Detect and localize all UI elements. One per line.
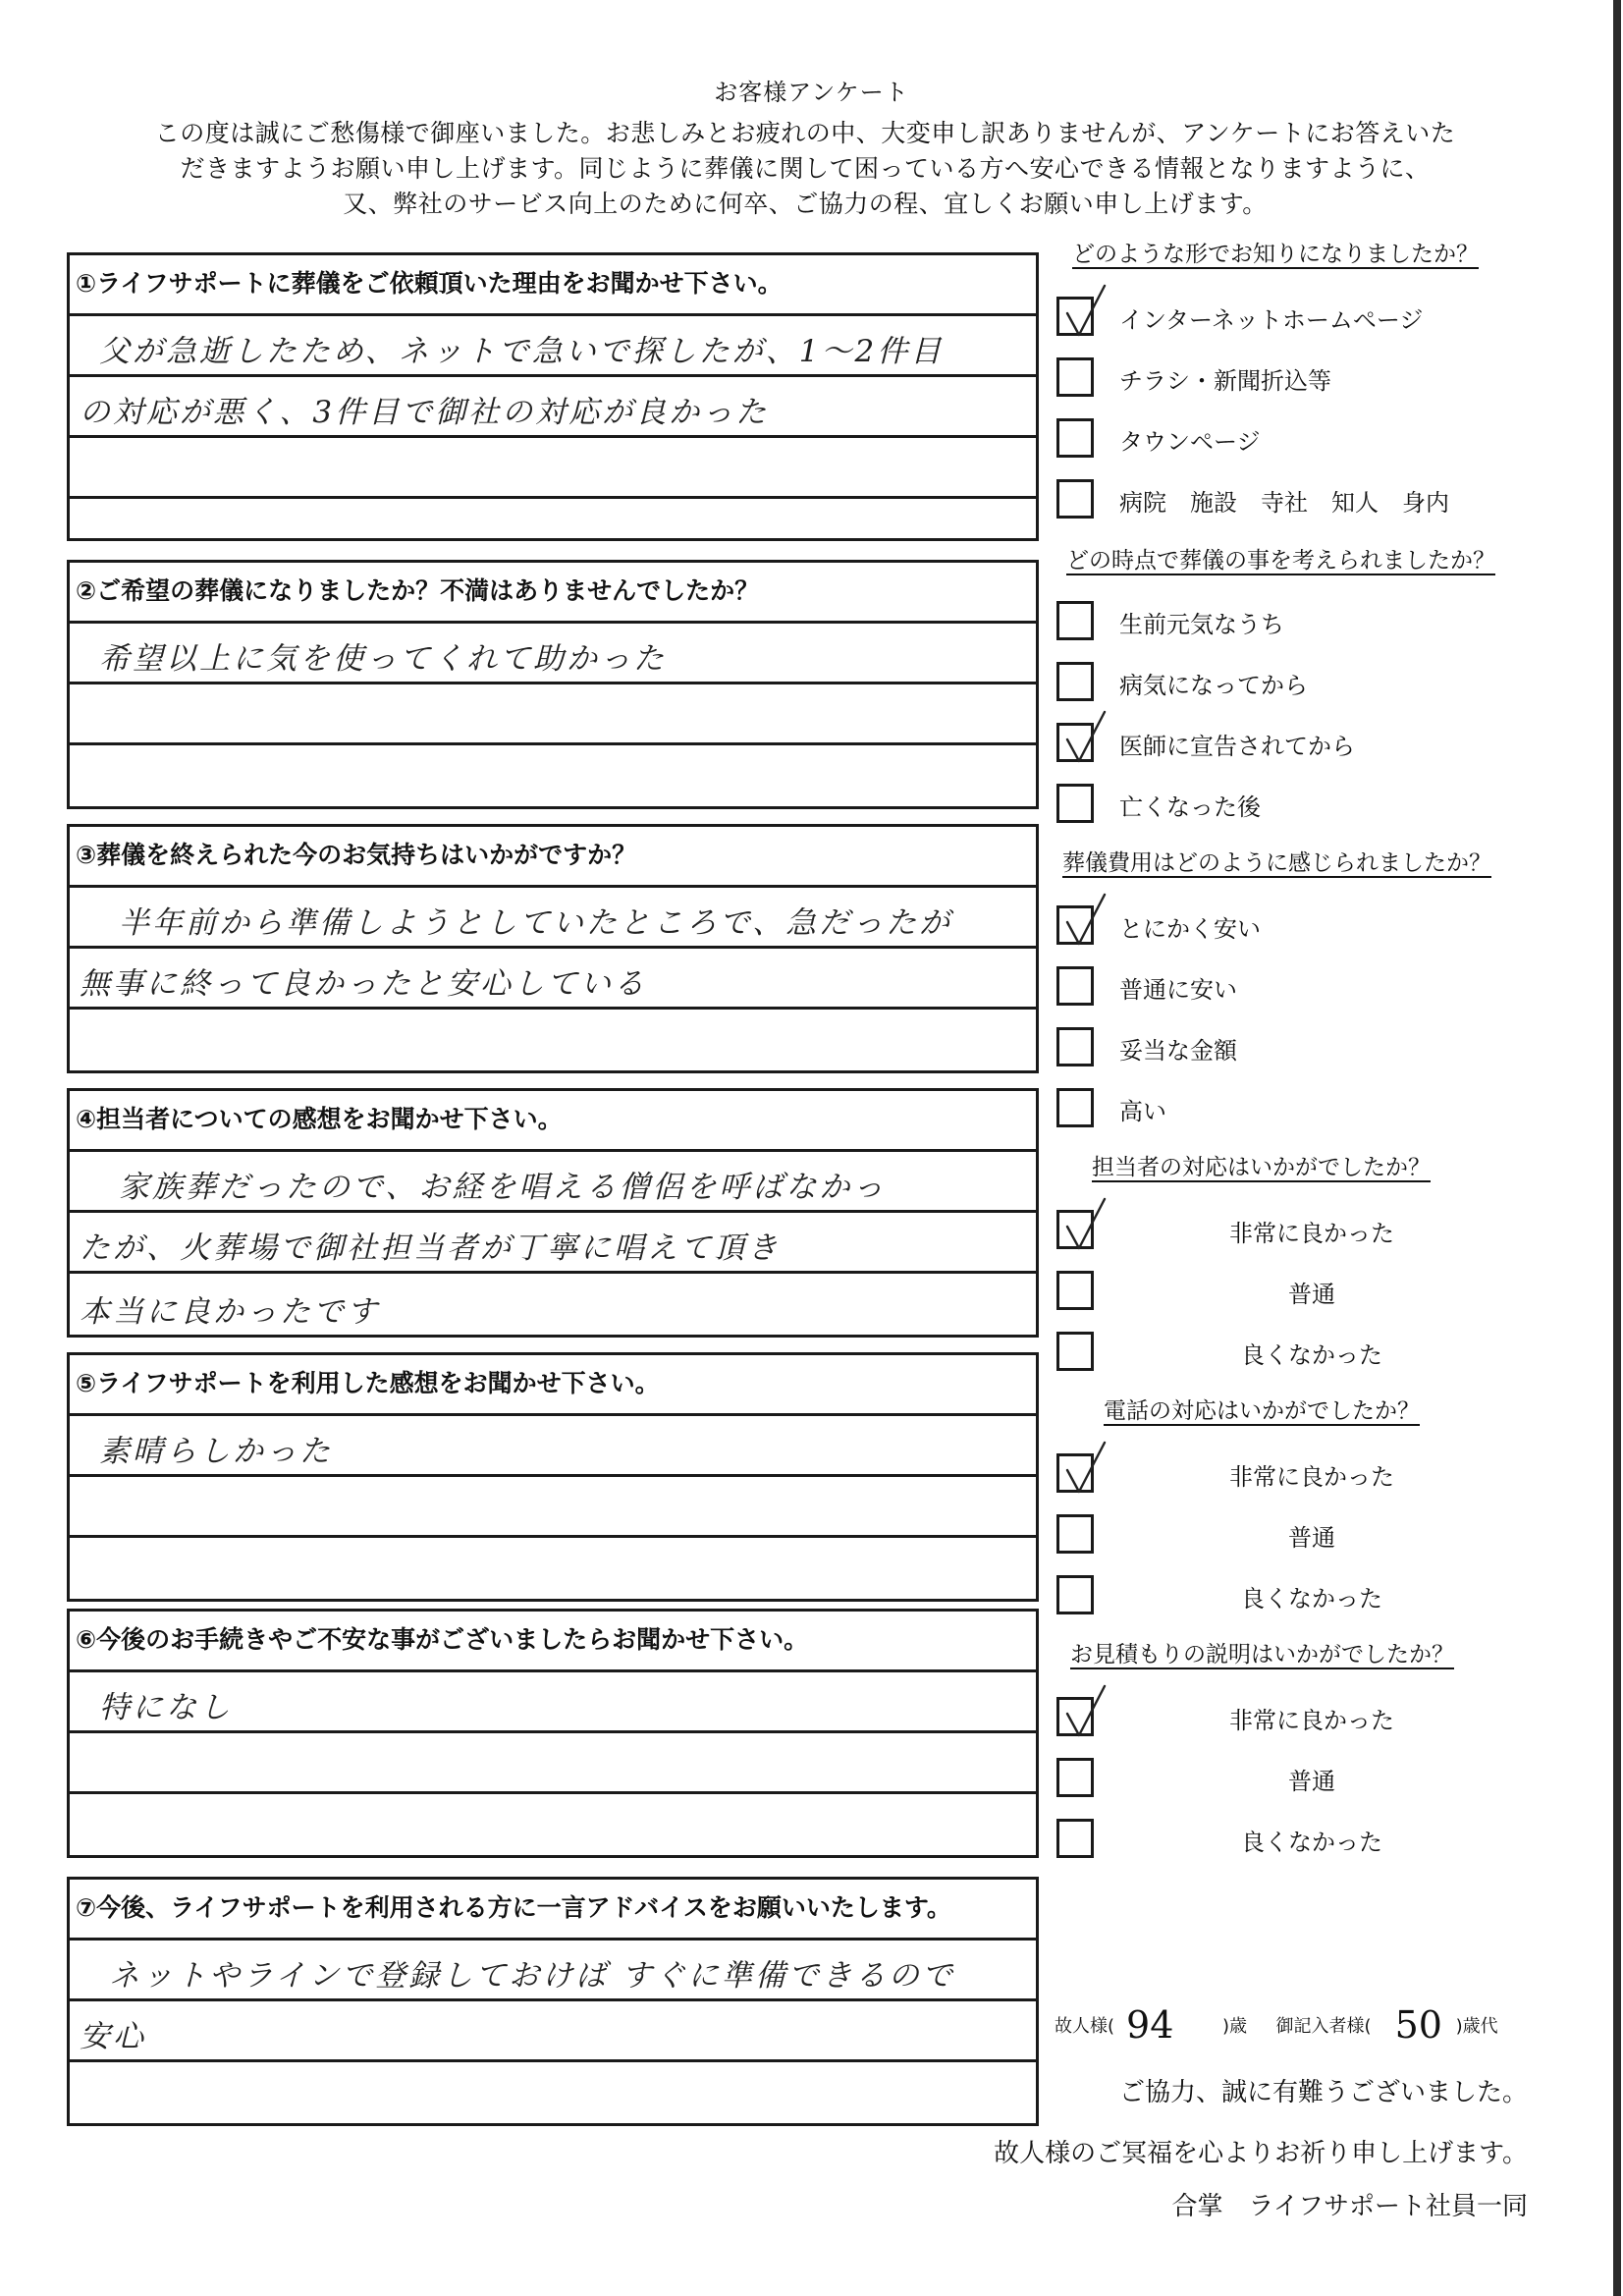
- checkbox-section-title: どの時点で葬儀の事を考えられましたか？: [1066, 548, 1495, 574]
- checkbox-option[interactable]: [1056, 723, 1567, 762]
- age-fields: [1055, 2003, 1498, 2047]
- handwritten-answer: 素晴らしかった: [99, 1434, 333, 1469]
- answer-line[interactable]: [70, 1672, 1036, 1733]
- answer-line[interactable]: [70, 949, 1036, 1010]
- handwritten-answer: 希望以上に気を使ってくれて助かった: [99, 641, 667, 677]
- signature-text: 合掌 ライフサポート社員一同: [1171, 2192, 1528, 2221]
- checkbox-section-title: 担当者の対応はいかがでしたか？: [1092, 1155, 1431, 1180]
- question-heading: ⑦今後、ライフサポートを利用される方に一言アドバイスをお願いいたします。: [70, 1880, 1036, 1941]
- checkbox-option-label: 医師に宣告されてから: [1119, 733, 1355, 760]
- question-heading: ②ご希望の葬儀になりましたか？不満はありませんでしたか？: [70, 563, 1036, 624]
- checkbox[interactable]: [1056, 479, 1094, 519]
- deceased-age-unit: )歳: [1222, 2016, 1248, 2037]
- checkbox[interactable]: [1056, 966, 1094, 1006]
- checkbox[interactable]: [1056, 1088, 1094, 1127]
- checkbox-option[interactable]: [1056, 662, 1567, 701]
- question-heading: ⑤ライフサポートを利用した感想をお聞かせ下さい。: [70, 1355, 1036, 1416]
- checkbox-option[interactable]: [1056, 1271, 1567, 1310]
- answer-line[interactable]: [70, 745, 1036, 806]
- question-box-5: [67, 1352, 1039, 1602]
- thanks-text: ご協力、誠に有難うございました。: [1118, 2078, 1528, 2107]
- checkbox-option-label: 非常に良かった: [1229, 1707, 1394, 1734]
- checkbox-checked[interactable]: [1056, 297, 1094, 336]
- form-intro: [79, 116, 1532, 222]
- checkbox[interactable]: [1056, 418, 1094, 458]
- checkbox[interactable]: [1056, 357, 1094, 397]
- question-heading: ①ライフサポートに葬儀をご依頼頂いた理由をお聞かせ下さい。: [70, 255, 1036, 316]
- answer-line[interactable]: [70, 2062, 1036, 2123]
- checkbox-option-label: 非常に良かった: [1229, 1220, 1394, 1247]
- checkbox-option[interactable]: [1056, 1819, 1567, 1858]
- checkbox-checked[interactable]: [1056, 723, 1094, 762]
- deceased-age-label: 故人様(: [1055, 2016, 1115, 2037]
- checkbox-option-label: インターネットホームページ: [1119, 306, 1424, 334]
- question-box-3: [67, 824, 1039, 1073]
- checkbox-option[interactable]: [1056, 1514, 1567, 1554]
- answer-line[interactable]: [70, 1733, 1036, 1794]
- intro-line: この度は誠にご愁傷様で御座いました。お悲しみとお疲れの中、大変申し訳ありませんが、アンケートにお答えいた: [154, 119, 1456, 147]
- handwritten-check-icon: [1063, 1441, 1109, 1502]
- handwritten-answer: 安心: [80, 2019, 146, 2054]
- answer-line[interactable]: [70, 1152, 1036, 1213]
- checkbox-section-title: 葬儀費用はどのように感じられましたか？: [1062, 850, 1491, 876]
- writer-age-value[interactable]: 50: [1394, 2003, 1442, 2047]
- answer-line[interactable]: [70, 1010, 1036, 1070]
- checkbox-option[interactable]: [1056, 297, 1567, 336]
- scan-edge-shadow: [1613, 0, 1621, 2296]
- checkbox-option[interactable]: [1056, 357, 1567, 397]
- checkbox-option-label: 病気になってから: [1119, 672, 1308, 699]
- checkbox-option[interactable]: [1056, 784, 1567, 823]
- answer-line[interactable]: [70, 499, 1036, 538]
- checkbox-checked[interactable]: [1056, 1697, 1094, 1736]
- handwritten-check-icon: [1063, 1197, 1109, 1258]
- answer-line[interactable]: [70, 438, 1036, 499]
- handwritten-check-icon: [1063, 1684, 1109, 1745]
- checkbox[interactable]: [1056, 784, 1094, 823]
- checkbox-option-label: 高い: [1119, 1098, 1166, 1125]
- checkbox-checked[interactable]: [1056, 1210, 1094, 1249]
- question-box-7: [67, 1877, 1039, 2126]
- question-heading: ③葬儀を終えられた今のお気持ちはいかがですか？: [70, 827, 1036, 888]
- checkbox-option-label: 普通: [1288, 1768, 1335, 1795]
- checkbox-option-label: 普通: [1288, 1524, 1335, 1552]
- checkbox-option[interactable]: [1056, 966, 1567, 1006]
- checkbox-section-title: どのような形でお知りになりましたか？: [1072, 242, 1479, 267]
- checkbox[interactable]: [1056, 1758, 1094, 1797]
- checkbox-checked[interactable]: [1056, 905, 1094, 945]
- question-box-2: [67, 560, 1039, 809]
- question-box-4: [67, 1088, 1039, 1338]
- checkbox-option[interactable]: [1056, 1210, 1567, 1249]
- checkbox[interactable]: [1056, 1271, 1094, 1310]
- answer-line[interactable]: [70, 316, 1036, 377]
- writer-age-label: 御記入者様(: [1275, 2016, 1372, 2037]
- checkbox-option-label: 普通に安い: [1119, 976, 1237, 1004]
- question-heading: ⑥今後のお手続きやご不安な事がございましたらお聞かせ下さい。: [70, 1612, 1036, 1672]
- answer-line[interactable]: [70, 2001, 1036, 2062]
- checkbox-option[interactable]: [1056, 1088, 1567, 1127]
- checkbox-option[interactable]: [1056, 1697, 1567, 1736]
- handwritten-answer: 家族葬だったので、お経を唱える僧侶を呼ばなかっ: [119, 1170, 887, 1205]
- checkbox-option[interactable]: [1056, 1575, 1567, 1614]
- writer-age-unit: )歳代: [1455, 2016, 1498, 2037]
- answer-line[interactable]: [70, 684, 1036, 745]
- checkbox-option-label: チラシ・新聞折込等: [1119, 367, 1331, 395]
- checkbox[interactable]: [1056, 1332, 1094, 1371]
- checkbox-option-label: 良くなかった: [1241, 1829, 1382, 1856]
- checkbox-option[interactable]: [1056, 1758, 1567, 1797]
- checkbox-option[interactable]: [1056, 905, 1567, 945]
- handwritten-answer: たが、火葬場で御社担当者が丁寧に唱えて頂き: [80, 1230, 781, 1266]
- checkbox[interactable]: [1056, 662, 1094, 701]
- checkbox[interactable]: [1056, 1514, 1094, 1554]
- answer-line[interactable]: [70, 1538, 1036, 1599]
- checkbox-option[interactable]: [1056, 601, 1567, 640]
- checkbox-section-title: お見積もりの説明はいかがでしたか？: [1070, 1642, 1454, 1667]
- answer-line[interactable]: [70, 888, 1036, 949]
- checkbox-option-label: 良くなかった: [1241, 1585, 1382, 1613]
- form-title: お客様アンケート: [714, 79, 909, 106]
- handwritten-answer: 無事に終って良かったと安心している: [80, 966, 647, 1002]
- checkbox-checked[interactable]: [1056, 1453, 1094, 1493]
- checkbox-option-label: タウンページ: [1119, 428, 1261, 456]
- handwritten-answer: 半年前から準備しようとしていたところで、急だったが: [119, 905, 953, 941]
- handwritten-answer: の対応が悪く、3件目で御社の対応が良かった: [80, 395, 770, 430]
- handwritten-answer: 本当に良かったです: [80, 1294, 380, 1330]
- checkbox-option-label: とにかく安い: [1119, 915, 1261, 943]
- deceased-age-value[interactable]: 94: [1126, 2003, 1174, 2047]
- handwritten-check-icon: [1063, 710, 1109, 771]
- checkbox-option[interactable]: [1056, 1332, 1567, 1371]
- answer-line[interactable]: [70, 377, 1036, 438]
- handwritten-check-icon: [1063, 284, 1109, 345]
- checkbox-option[interactable]: [1056, 479, 1567, 519]
- answer-line[interactable]: [70, 1941, 1036, 2001]
- checkbox[interactable]: [1056, 1575, 1094, 1614]
- handwritten-check-icon: [1063, 893, 1109, 954]
- checkbox-option-label: 生前元気なうち: [1119, 611, 1284, 638]
- handwritten-answer: 父が急逝したため、ネットで急いで探したが、1～2件目: [99, 334, 945, 369]
- answer-line[interactable]: [70, 1477, 1036, 1538]
- checkbox-option-label: 病院 施設 寺社 知人 身内: [1119, 489, 1449, 517]
- intro-line: 又、弊社のサービス向上のために何卒、ご協力の程、宜しくお願い申し上げます。: [343, 190, 1268, 218]
- handwritten-answer: 特になし: [99, 1690, 233, 1725]
- checkbox-option[interactable]: [1056, 418, 1567, 458]
- checkbox-section-title: 電話の対応はいかがでしたか？: [1104, 1398, 1420, 1424]
- answer-line[interactable]: [70, 1794, 1036, 1855]
- answer-line[interactable]: [70, 1416, 1036, 1477]
- checkbox-option[interactable]: [1056, 1027, 1567, 1066]
- answer-line[interactable]: [70, 1213, 1036, 1274]
- handwritten-answer: ネットやラインで登録しておけば すぐに準備できるので: [109, 1958, 955, 1994]
- checkbox-option-label: 良くなかった: [1241, 1341, 1382, 1369]
- checkbox-option-label: 非常に良かった: [1229, 1463, 1394, 1491]
- checkbox-option-label: 普通: [1288, 1281, 1335, 1308]
- checkbox-option[interactable]: [1056, 1453, 1567, 1493]
- intro-line: だきますようお願い申し上げます。同じように葬儀に関して困っている方へ安心できる情報となりますように、: [180, 154, 1431, 183]
- checkbox[interactable]: [1056, 1027, 1094, 1066]
- answer-line[interactable]: [70, 624, 1036, 684]
- checkbox-option-label: 亡くなった後: [1119, 793, 1261, 821]
- checkbox[interactable]: [1056, 601, 1094, 640]
- answer-line[interactable]: [70, 1274, 1036, 1335]
- condolence-text: 故人様のご冥福を心よりお祈り申し上げます。: [994, 2139, 1528, 2168]
- question-box-1: [67, 252, 1039, 541]
- question-box-6: [67, 1609, 1039, 1858]
- checkbox-option-label: 妥当な金額: [1119, 1037, 1237, 1065]
- checkbox[interactable]: [1056, 1819, 1094, 1858]
- question-heading: ④担当者についての感想をお聞かせ下さい。: [70, 1091, 1036, 1152]
